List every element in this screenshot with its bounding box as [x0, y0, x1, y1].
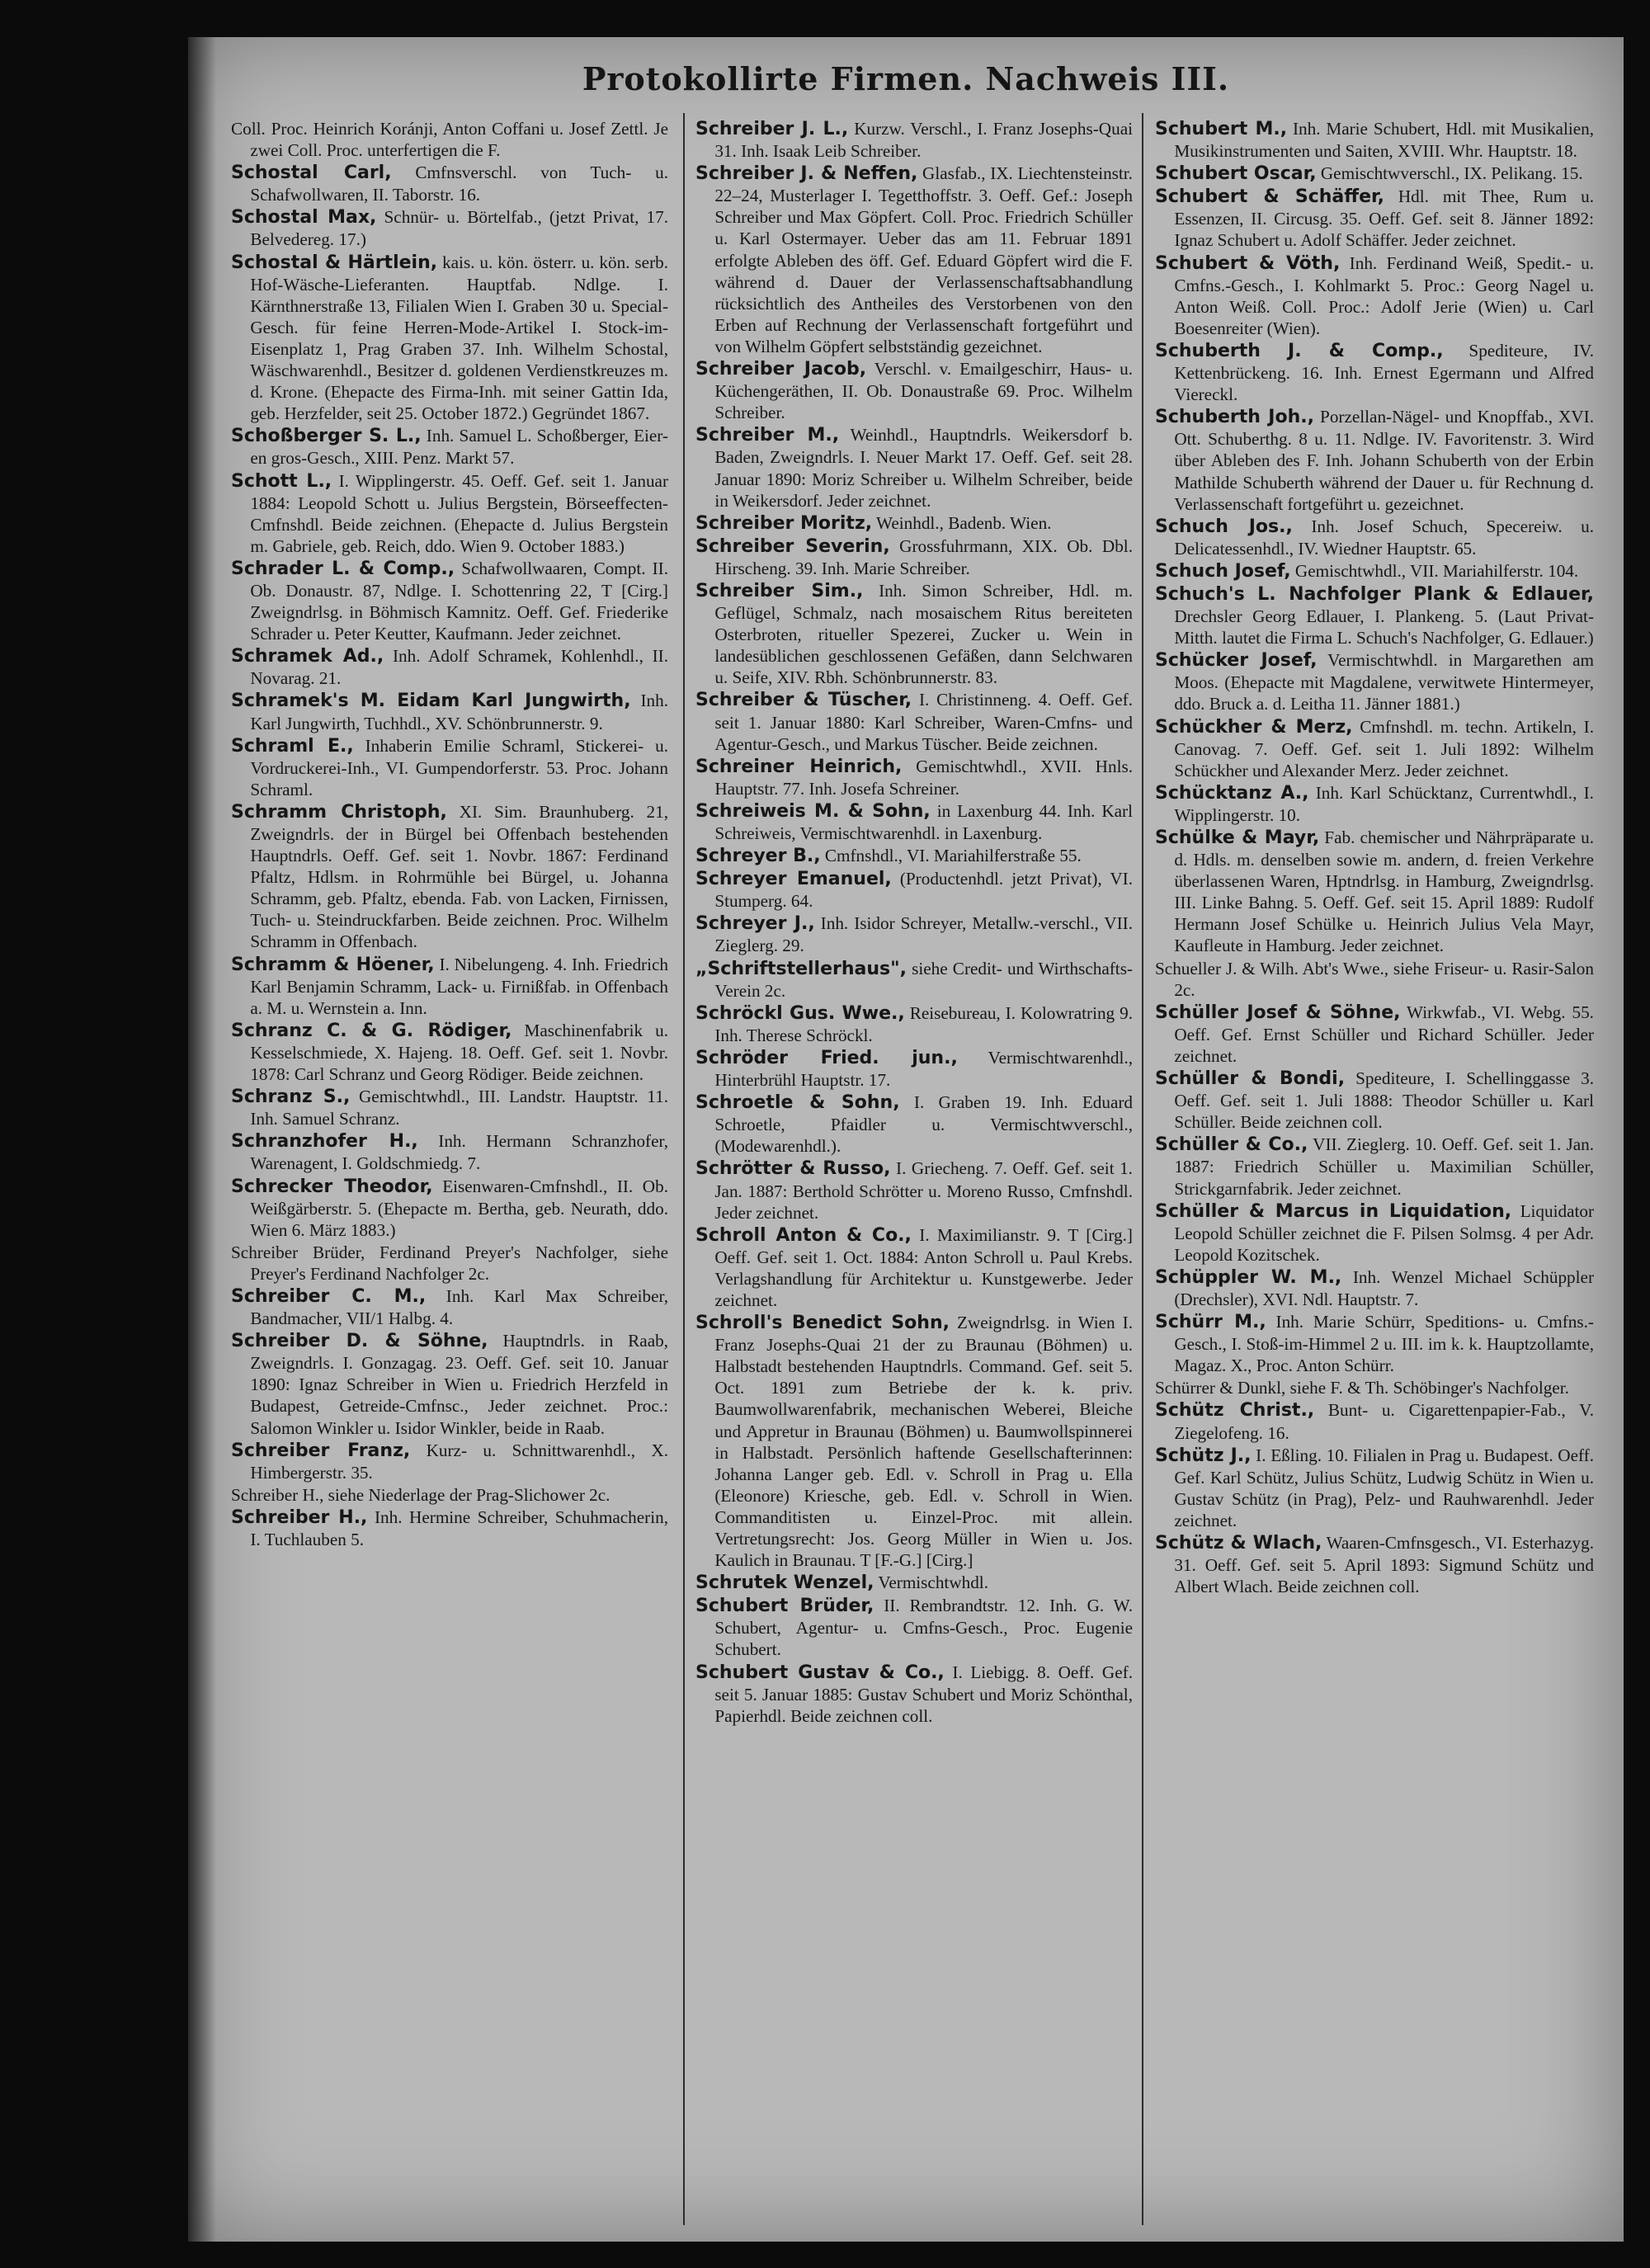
- firm-name: Schücktanz A.,: [1155, 782, 1309, 804]
- directory-entry: [231, 162, 668, 205]
- directory-entry: [695, 580, 1133, 688]
- directory-entry: [231, 954, 668, 1019]
- firm-name: Schroll Anton & Co.,: [695, 1224, 912, 1246]
- directory-entry: [1155, 1002, 1594, 1067]
- firm-name: Schubert Brüder,: [695, 1596, 874, 1617]
- directory-entry: [1155, 827, 1594, 957]
- firm-name: Schrecker Theodor,: [231, 1176, 433, 1197]
- firm-details: Bunt- u. Cigarettenpapier-Fab., V. Ziegelofeng. 16.: [1174, 1400, 1594, 1443]
- directory-entry: [695, 1158, 1133, 1223]
- directory-entry: [1155, 516, 1594, 559]
- directory-entry: [695, 845, 1133, 867]
- directory-entry: [1155, 649, 1594, 714]
- directory-entry: [1155, 1200, 1594, 1266]
- firm-details: Inh. Karl Jungwirth, Tuchhdl., XV. Schönbrunnerstr. 9.: [250, 691, 668, 733]
- firm-name: Schütz & Wlach,: [1155, 1533, 1322, 1554]
- firm-name: Schüller & Bondi,: [1155, 1068, 1346, 1090]
- firm-name: Schreiner Heinrich,: [695, 756, 903, 777]
- directory-entry: [231, 1130, 668, 1174]
- firm-name: Schuch Jos.,: [1155, 516, 1293, 537]
- firm-details: Glasfab., IX. Liechtensteinstr. 22–24, Musterlager I. Tegetthoffstr. 3. Oeff. Gef.: Joseph Schreiber und Max Göpfert. Coll. Proc. Friedrich Schüller u. Karl Ostermayer. Ueber das am 11. Februar 1891 erfolgte Ableben des öff. Gef. Eduard Göpfert wird die F. während d. Dauer der Verlassenschaftsabhandlung rücksichtlich des Antheiles des Verstorbenen von den Erben auf Rechnung der Verlassenschaft fortgeführt und von Wilhelm Göpfert selbstständig gezeichnet.: [714, 163, 1133, 356]
- firm-details: Spediteure, IV. Kettenbrückeng. 16. Inh. Ernest Egermann und Alfred Viereckl.: [1174, 340, 1594, 405]
- directory-entry: [1155, 560, 1594, 582]
- firm-name: Schreiber D. & Söhne,: [231, 1331, 488, 1352]
- firm-details: I. Liebigg. 8. Oeff. Gef. seit 5. Januar 1885: Gustav Schubert und Moriz Schönthal, Papierhdl. Beide zeichnen coll.: [714, 1662, 1133, 1726]
- firm-details: Hauptndrls. in Raab, Zweigndrls. I. Gonzagag. 23. Oeff. Gef. seit 10. Januar 1890: Ignaz Schreiber in Wien u. Friedrich Herzfeld in Budapest, Getreide-Cmfnsc., Jeder zeichnet. Proc.: Salomon Winkler u. Isidor Winkler, beide in Raab.: [250, 1331, 668, 1438]
- firm-name: Schreiber Jacob,: [695, 359, 867, 380]
- firm-details: I. Eßling. 10. Filialen in Prag u. Budapest. Oeff. Gef. Karl Schütz, Julius Schütz, Ludwig Schütz in Wien u. Gustav Schütz (in Prag), Pelz- und Rauhwarenhdl. Jeder zeichnet.: [1174, 1445, 1594, 1530]
- firm-name: Schücker Josef,: [1155, 650, 1318, 672]
- directory-entry: [695, 358, 1133, 423]
- firm-details: Inh. Karl Schücktanz, Currentwhdl., I. Wipplingerstr. 10.: [1174, 782, 1594, 825]
- firm-name: Schreiber J. & Neffen,: [695, 163, 918, 185]
- firm-details: Spediteure, I. Schellinggasse 3. Oeff. Gef. seit 1. Juli 1888: Theodor Schüller u. Karl Schüller. Beide zeichnen coll.: [1174, 1068, 1594, 1133]
- firm-details: Eisenwaren-Cmfnshdl., II. Ob. Weißgärberstr. 5. (Ehepacte m. Bertha, geb. Neurath, ddo. Wien 6. März 1883.): [250, 1176, 668, 1240]
- directory-entry: [231, 1330, 668, 1438]
- column-rule: [1142, 113, 1143, 2225]
- directory-entry: [231, 206, 668, 250]
- firm-details: XI. Sim. Braunhuberg. 21, Zweigndrls. der in Bürgel bei Offenbach bestehenden Hauptndrls. Oeff. Gef. seit 1. Novbr. 1867: Ferdinand Pfaltz, Hdlsm. in Rohrmühle bei Bürgel, u. Johanna Schramm, geb. Pfaltz, ebenda. Fab. von Lacken, Firnissen, Tuch- u. Steindruckfarben. Beide zeichnen. Proc. Wilhelm Schramm in Offenbach.: [250, 801, 668, 952]
- scanned-page: [188, 37, 1624, 2242]
- firm-details: Weinhdl., Hauptndrls. Weikersdorf b. Baden, Zweigndrls. I. Neuer Markt 17. Oeff. Gef. seit 28. Januar 1890: Moriz Schreiber u. Wilhelm Schreiber, beide in Weikersdorf. Jeder zeichnet.: [714, 425, 1133, 511]
- directory-entry: [231, 118, 668, 161]
- directory-column-right: [1155, 118, 1594, 2214]
- directory-entry: [695, 868, 1133, 912]
- directory-entry: [695, 912, 1133, 956]
- firm-details: Inh. Adolf Schramek, Kohlenhdl., II. Novarag. 21.: [250, 646, 668, 689]
- firm-name: Schürr M.,: [1155, 1312, 1266, 1333]
- directory-entry: [231, 645, 668, 689]
- directory-entry: [695, 1047, 1133, 1091]
- directory-entry: [1155, 782, 1594, 826]
- firm-details: I. Graben 19. Inh. Eduard Schroetle, Pfaidler u. Vermischtwverschl., (Modewarenhdl.).: [714, 1092, 1133, 1157]
- firm-name: Schreiber & Tüscher,: [695, 690, 912, 711]
- firm-name: Schüller & Co.,: [1155, 1134, 1308, 1156]
- firm-name: „Schriftstellerhaus",: [695, 958, 907, 979]
- directory-entry: [695, 1224, 1133, 1311]
- directory-entry: [695, 1092, 1133, 1157]
- firm-name: Schuberth J. & Comp.,: [1155, 340, 1444, 361]
- directory-entry: [1155, 340, 1594, 405]
- directory-entry: [1155, 958, 1594, 1001]
- firm-details: Vermischtwhdl.: [878, 1573, 988, 1593]
- directory-entry: [1155, 186, 1594, 251]
- firm-details: Gemischtwhdl., VII. Mariahilferstr. 104.: [1294, 560, 1579, 581]
- directory-entry: [231, 1440, 668, 1483]
- page-header: Protokollirte Firmen. Nachweis III.: [582, 60, 1230, 97]
- firm-details: I. Wipplingerstr. 45. Oeff. Gef. seit 1. Januar 1884: Leopold Schott u. Julius Bergstein, Börseeffecten-Cmfnshdl. Beide zeichnen. (Ehepacte d. Julius Bergstein m. Gabriele, geb. Reich, ddo. Wien 9. October 1883.): [250, 470, 668, 556]
- firm-name: Schreiber C. M.,: [231, 1285, 427, 1307]
- firm-name: Schreiber H.,: [231, 1506, 368, 1528]
- firm-details: Inh. Josef Schuch, Specereiw. u. Delicatessenhdl., IV. Wiedner Hauptstr. 65.: [1174, 516, 1594, 559]
- directory-entry: [231, 1484, 668, 1506]
- directory-entry: [231, 252, 668, 425]
- firm-details: VII. Zieglerg. 10. Oeff. Gef. seit 1. Jan. 1887: Friedrich Schüller u. Maximilian Schüller, Strickgarnfabrik. Jeder zeichnet.: [1174, 1134, 1594, 1199]
- directory-entry: [231, 1506, 668, 1550]
- directory-entry: [1155, 1377, 1594, 1398]
- firm-details: I. Christinneng. 4. Oeff. Gef. seit 1. Januar 1880: Karl Schreiber, Waren-Cmfns- und Agentur-Gesch., und Markus Tüscher. Beide zeichnen.: [714, 690, 1133, 754]
- firm-name: Schuberth Joh.,: [1155, 407, 1314, 428]
- firm-details: Schreiber H., siehe Niederlage der Prag-Slichower 2c.: [231, 1484, 610, 1505]
- firm-name: Schreyer Emanuel,: [695, 869, 892, 890]
- directory-entry: [695, 756, 1133, 799]
- firm-details: I. Maximilianstr. 9. T [Cirg.] Oeff. Gef. seit 1. Oct. 1884: Anton Schroll u. Paul Krebs. Verlagshandlung für Architektur u. Kunstgewerbe. Jeder zeichnet.: [714, 1224, 1133, 1310]
- firm-name: Schreiweis M. & Sohn,: [695, 800, 931, 822]
- firm-name: Schramm & Höener,: [231, 954, 435, 975]
- firm-name: Schreiber Moritz,: [695, 512, 873, 534]
- firm-name: Schubert & Vöth,: [1155, 252, 1341, 274]
- directory-entry: [1155, 118, 1594, 162]
- directory-entry: [231, 558, 668, 644]
- firm-name: Schüppler W. M.,: [1155, 1266, 1342, 1288]
- firm-details: I. Griecheng. 7. Oeff. Gef. seit 1. Jan. 1887: Berthold Schrötter u. Moreno Russo, Cmfnshdl. Jeder zeichnet.: [714, 1158, 1133, 1223]
- directory-column-left: [231, 118, 668, 2214]
- firm-details: kais. u. kön. österr. u. kön. serb. Hof-Wäsche-Lieferanten. Hauptfab. Ndlge. I. Kärnthnerstraße 13, Filialen Wien I. Graben 30 u. Special-Gesch. für feine Herren-Mode-Artikel I. Stock-im-Eisenplatz 1, Prag Graben 37. Inh. Wilhelm Schostal, Wäschwarenhdl., Besitzer d. goldenen Verdienstkreuzes m. d. Krone. (Ehepacte des Firma-Inh. mit seiner Gattin Ida, geb. Herzfelder, seit 25. October 1872.) Gegründet 1867.: [250, 252, 668, 424]
- directory-entry: [695, 1312, 1133, 1571]
- directory-entry: [1155, 406, 1594, 514]
- directory-column-middle: [695, 118, 1133, 2214]
- firm-name: Schostal & Härtlein,: [231, 252, 438, 273]
- firm-details: Inh. Wenzel Michael Schüppler (Drechsler), XVI. Ndl. Hauptstr. 7.: [1174, 1266, 1594, 1309]
- firm-details: Kurz- u. Schnittwarenhdl., X. Himbergerstr. 35.: [250, 1440, 668, 1483]
- firm-details: Schürrer & Dunkl, siehe F. & Th. Schöbinger's Nachfolger.: [1155, 1378, 1569, 1398]
- directory-entry: [231, 1020, 668, 1085]
- firm-details: Inh. Marie Schürr, Speditions- u. Cmfns.-Gesch., I. Stoß-im-Himmel 2 u. III. im k. k. Hauptzollamte, Magaz. X., Proc. Anton Schürr.: [1174, 1312, 1594, 1376]
- firm-name: Schütz J.,: [1155, 1445, 1252, 1466]
- firm-name: Schüller & Marcus in Liquidation,: [1155, 1200, 1512, 1222]
- directory-entry: [1155, 1399, 1594, 1443]
- firm-details: Inh. Samuel L. Schoßberger, Eier-en gros-Gesch., XIII. Penz. Markt 57.: [250, 426, 668, 469]
- directory-entry: [695, 1595, 1133, 1660]
- firm-details: Grossfuhrmann, XIX. Ob. Dbl. Hirscheng. 39. Inh. Marie Schreiber.: [714, 535, 1133, 578]
- firm-details: Reisebureau, I. Kolowratring 9. Inh. Therese Schröckl.: [714, 1002, 1133, 1045]
- firm-details: Coll. Proc. Heinrich Koránji, Anton Coffani u. Josef Zettl. Je zwei Coll. Proc. unterfertigen die F.: [231, 119, 668, 161]
- binding-shadow: [188, 37, 216, 2242]
- firm-name: Schückher & Merz,: [1155, 716, 1353, 738]
- firm-details: Maschinenfabrik u. Kesselschmiede, X. Hajeng. 18. Oeff. Gef. seit 1. Novbr. 1878: Carl Schranz und Georg Rödiger. Beide zeichnen.: [250, 1020, 668, 1085]
- firm-details: in Laxenburg 44. Inh. Karl Schreiweis, Vermischtwarenhdl. in Laxenburg.: [714, 800, 1133, 843]
- directory-entry: [231, 1086, 668, 1129]
- directory-entry: [695, 1662, 1133, 1727]
- firm-name: Schreyer B.,: [695, 846, 821, 867]
- firm-name: Schröder Fried. jun.,: [695, 1047, 958, 1068]
- directory-entry: [231, 690, 668, 733]
- firm-details: Inh. Hermann Schranzhofer, Warenagent, I. Goldschmiedg. 7.: [250, 1131, 668, 1174]
- firm-name: Schubert M.,: [1155, 119, 1288, 139]
- firm-details: Inh. Isidor Schreyer, Metallw.-verschl., VII. Zieglerg. 29.: [714, 913, 1133, 956]
- directory-entry: [1155, 583, 1594, 648]
- directory-entry: [695, 118, 1133, 162]
- directory-entry: [695, 535, 1133, 579]
- firm-name: Schröckl Gus. Wwe.,: [695, 1002, 905, 1024]
- firm-name: Schuch's L. Nachfolger Plank & Edlauer,: [1155, 583, 1594, 605]
- directory-entry: [695, 1002, 1133, 1046]
- directory-entry: [231, 1242, 668, 1285]
- firm-details: Waaren-Cmfnsgesch., VI. Esterhazyg. 31. Oeff. Gef. seit 5. April 1893: Sigmund Schütz und Albert Wlach. Beide zeichnen coll.: [1174, 1533, 1594, 1597]
- directory-entry: [695, 800, 1133, 844]
- firm-name: Schülke & Mayr,: [1155, 828, 1320, 848]
- directory-entry: [695, 689, 1133, 754]
- firm-name: Schostal Carl,: [231, 163, 392, 184]
- firm-details: Inh. Ferdinand Weiß, Spedit.- u. Cmfns.-Gesch., I. Kohlmarkt 5. Proc.: Georg Nagel u. Anton Weiß. Coll. Proc.: Adolf Jerie (Wien) u. Carl Boesenreiter (Wien).: [1174, 252, 1594, 338]
- firm-details: Gemischtwhdl., XVII. Hnls. Hauptstr. 77. Inh. Josefa Schreiner.: [714, 756, 1133, 799]
- directory-entry: [1155, 1266, 1594, 1310]
- firm-details: Schnür- u. Börtelfab., (jetzt Privat, 17. Belvedereg. 17.): [250, 207, 668, 250]
- firm-name: Schreiber Severin,: [695, 535, 890, 557]
- firm-name: Schreiber M.,: [695, 425, 840, 446]
- firm-name: Schostal Max,: [231, 207, 377, 229]
- firm-details: Inh. Hermine Schreiber, Schuhmacherin, I. Tuchlauben 5.: [250, 1506, 668, 1549]
- firm-details: Kurzw. Verschl., I. Franz Josephs-Quai 31. Inh. Isaak Leib Schreiber.: [714, 119, 1133, 162]
- firm-details: Cmfnshdl. m. techn. Artikeln, I. Canovag. 7. Oeff. Gef. seit 1. Juli 1892: Wilhelm Schückher und Alexander Merz. Jeder zeichnet.: [1174, 716, 1594, 780]
- firm-name: Schreiber Franz,: [231, 1440, 411, 1461]
- directory-entry: [1155, 716, 1594, 781]
- firm-details: siehe Credit- und Wirthschafts-Verein 2c.: [714, 958, 1133, 1001]
- column-rule: [683, 113, 685, 2225]
- firm-details: Inhaberin Emilie Schraml, Stickerei- u. Vordruckerei-Inh., VI. Gumpendorferstr. 53. Proc. Johann Schraml.: [250, 735, 668, 799]
- firm-details: Schueller J. & Wilh. Abt's Wwe., siehe Friseur- u. Rasir-Salon 2c.: [1155, 958, 1594, 1000]
- firm-name: Schrader L. & Comp.,: [231, 558, 455, 579]
- directory-entry: [695, 424, 1133, 511]
- firm-name: Schubert & Schäffer,: [1155, 186, 1384, 208]
- firm-details: Weinhdl., Badenb. Wien.: [876, 512, 1052, 533]
- firm-details: Fab. chemischer und Nährpräparate u. d. Hdls. m. denselben sowie m. andern, d. freien Verkehre überlassenen Waren, Hptndrlsg. in Hamburg, Zweigndrlsg. III. Linke Bahng. 5. Oeff. Gef. seit 15. April 1889: Rudolf Hermann Josef Schülke u. Heinrich Julius Vela Mayr, Kaufleute in Hamburg. Jeder zeichnet.: [1174, 828, 1594, 956]
- directory-entry: [695, 1572, 1133, 1594]
- firm-name: Schramek's M. Eidam Karl Jungwirth,: [231, 691, 631, 712]
- firm-name: Schraml E.,: [231, 735, 354, 757]
- directory-entry: [231, 801, 668, 953]
- firm-details: Inh. Simon Schreiber, Hdl. m. Geflügel, Schmalz, nach mosaischem Ritus bereiteten Osterbroten, ritueller Spezerei, Zucker u. Wein in landesüblichen geschlossenen Gefäßen, dann Selchwaren u. Seife, XIV. Rbh. Schönbrunnerstr. 83.: [714, 580, 1133, 688]
- directory-entry: [1155, 1311, 1594, 1376]
- firm-name: Schüller Josef & Söhne,: [1155, 1002, 1401, 1023]
- firm-name: Schroetle & Sohn,: [695, 1092, 900, 1114]
- firm-name: Schütz Christ.,: [1155, 1400, 1315, 1422]
- firm-details: Vermischtwarenhdl., Hinterbrühl Hauptstr. 17.: [714, 1047, 1133, 1091]
- firm-name: Schubert Gustav & Co.,: [695, 1662, 945, 1683]
- directory-entry: [1155, 1445, 1594, 1531]
- firm-details: Wirkwfab., VI. Webg. 55. Oeff. Gef. Ernst Schüller und Richard Schüller. Jeder zeichnet.: [1174, 1002, 1594, 1066]
- firm-name: Schrötter & Russo,: [695, 1158, 891, 1180]
- firm-name: Schrutek Wenzel,: [695, 1573, 874, 1594]
- firm-details: Cmfnshdl., VI. Mariahilferstraße 55.: [824, 846, 1082, 866]
- firm-details: Porzellan-Nägel- und Knopffab., XVI. Ott. Schuberthg. 8 u. 11. Ndlge. IV. Favoritenstr. 3. Wird über Ableben des F. Inh. Johann Schuberth von der Erbin Mathilde Schuberth während der Dauer u. für Rechnung d. Verlassenschaft fortgeführt u. gezeichnet.: [1174, 407, 1594, 514]
- firm-details: Gemischtwhdl., III. Landstr. Hauptstr. 11. Inh. Samuel Schranz.: [250, 1087, 668, 1129]
- directory-entry: [231, 1176, 668, 1241]
- firm-details: Schreiber Brüder, Ferdinand Preyer's Nachfolger, siehe Preyer's Ferdinand Nachfolger 2c.: [231, 1242, 668, 1284]
- firm-details: Verschl. v. Emailgeschirr, Haus- u. Küchengeräthen, II. Ob. Donaustraße 69. Proc. Wilhelm Schreiber.: [714, 359, 1133, 423]
- firm-name: Schoßberger S. L.,: [231, 426, 422, 447]
- firm-details: Vermischtwhdl. in Margarethen am Moos. (Ehepacte mit Magdalene, verwitwete Hintermeyer, ddo. Bruck a. d. Leitha 11. Jänner 1881.): [1174, 650, 1594, 714]
- firm-name: Schreiber Sim.,: [695, 580, 864, 601]
- directory-entry: [231, 735, 668, 800]
- directory-entry: [1155, 1134, 1594, 1199]
- directory-entry: [1155, 252, 1594, 339]
- firm-name: Schott L.,: [231, 470, 332, 492]
- firm-details: Hdl. mit Thee, Rum u. Essenzen, II. Circusg. 35. Oeff. Gef. seit 8. Jänner 1892: Ignaz Schubert u. Adolf Schäffer. Jeder zeichnet.: [1174, 186, 1594, 251]
- firm-name: Schramm Christoph,: [231, 801, 447, 823]
- firm-name: Schranz S.,: [231, 1087, 351, 1108]
- firm-details: Gemischtwverschl., IX. Pelikang. 15.: [1320, 163, 1583, 184]
- directory-entry: [231, 425, 668, 469]
- directory-entry: [1155, 1068, 1594, 1133]
- firm-name: Schubert Oscar,: [1155, 163, 1317, 185]
- firm-details: Schafwollwaaren, Compt. II. Ob. Donaustr. 87, Ndlge. I. Schottenring 22, T [Cirg.] Zweigndrlsg. in Böhmisch Kamnitz. Oeff. Gef. Friederike Schrader u. Peter Keutter, Kaufmann. Jeder zeichnet.: [250, 558, 668, 644]
- firm-name: Schramek Ad.,: [231, 646, 384, 667]
- directory-entry: [231, 1285, 668, 1329]
- firm-name: Schuch Josef,: [1155, 560, 1291, 582]
- firm-name: Schranzhofer H.,: [231, 1131, 418, 1153]
- firm-name: Schroll's Benedict Sohn,: [695, 1313, 950, 1334]
- directory-entry: [231, 470, 668, 557]
- firm-name: Schreyer J.,: [695, 913, 815, 935]
- firm-details: Drechsler Georg Edlauer, I. Plankeng. 5. (Laut Privat-Mitth. lautet die Firma L. Schuch's Nachfolger, G. Edlauer.): [1174, 606, 1594, 648]
- firm-details: Liquidator Leopold Schüller zeichnet die F. Pilsen Solmsg. 4 per Adr. Leopold Kozitschek.: [1174, 1200, 1594, 1265]
- directory-entry: [1155, 1532, 1594, 1597]
- firm-details: Inh. Marie Schubert, Hdl. mit Musikalien, Musikinstrumenten und Saiten, XVIII. Whr. Hauptstr. 18.: [1174, 119, 1594, 162]
- directory-entry: [695, 958, 1133, 1002]
- firm-details: Inh. Karl Max Schreiber, Bandmacher, VII/1 Halbg. 4.: [250, 1285, 668, 1329]
- directory-entry: [1155, 163, 1594, 185]
- firm-details: Cmfnsverschl. von Tuch- u. Schafwollwaren, II. Taborstr. 16.: [250, 163, 668, 205]
- firm-details: II. Rembrandtstr. 12. Inh. G. W. Schubert, Agentur- u. Cmfns-Gesch., Proc. Eugenie Schubert.: [714, 1596, 1133, 1660]
- directory-entry: [695, 163, 1133, 357]
- firm-name: Schranz C. & G. Rödiger,: [231, 1020, 512, 1041]
- firm-name: Schreiber J. L.,: [695, 119, 849, 139]
- directory-entry: [695, 512, 1133, 535]
- firm-details: Zweigndrlsg. in Wien I. Franz Josephs-Quai 21 der zu Braunau (Böhmen) u. Halbstadt bestehenden Hauptndrls. Command. Gef. seit 5. Oct. 1891 zum Betriebe der k. k. priv. Baumwollwarenfabrik, mechanischen Weberei, Bleiche und Appretur in Braunau (Böhmen) u. Baumwollspinnerei in Halbstadt. Persönlich haftende Gesellschafterinnen: Johanna Langer geb. Edl. v. Schroll in Prag u. Ella (Eleonore) Kriesche, geb. Edl. v. Schroll in Wien. Commanditisten u. Einzel-Proc. mit allein. Vertretungsrecht: Jos. Georg Müller in Wien u. Jos. Kaulich in Braunau. T [F.-G.] [Cirg.]: [714, 1313, 1133, 1571]
- firm-details: I. Nibelungeng. 4. Inh. Friedrich Karl Benjamin Schramm, Lack- u. Firnißfab. in Offenbach a. M. u. Wernstein a. Inn.: [250, 954, 668, 1018]
- firm-details: (Productenhdl. jetzt Privat), VI. Stumperg. 64.: [714, 869, 1133, 912]
